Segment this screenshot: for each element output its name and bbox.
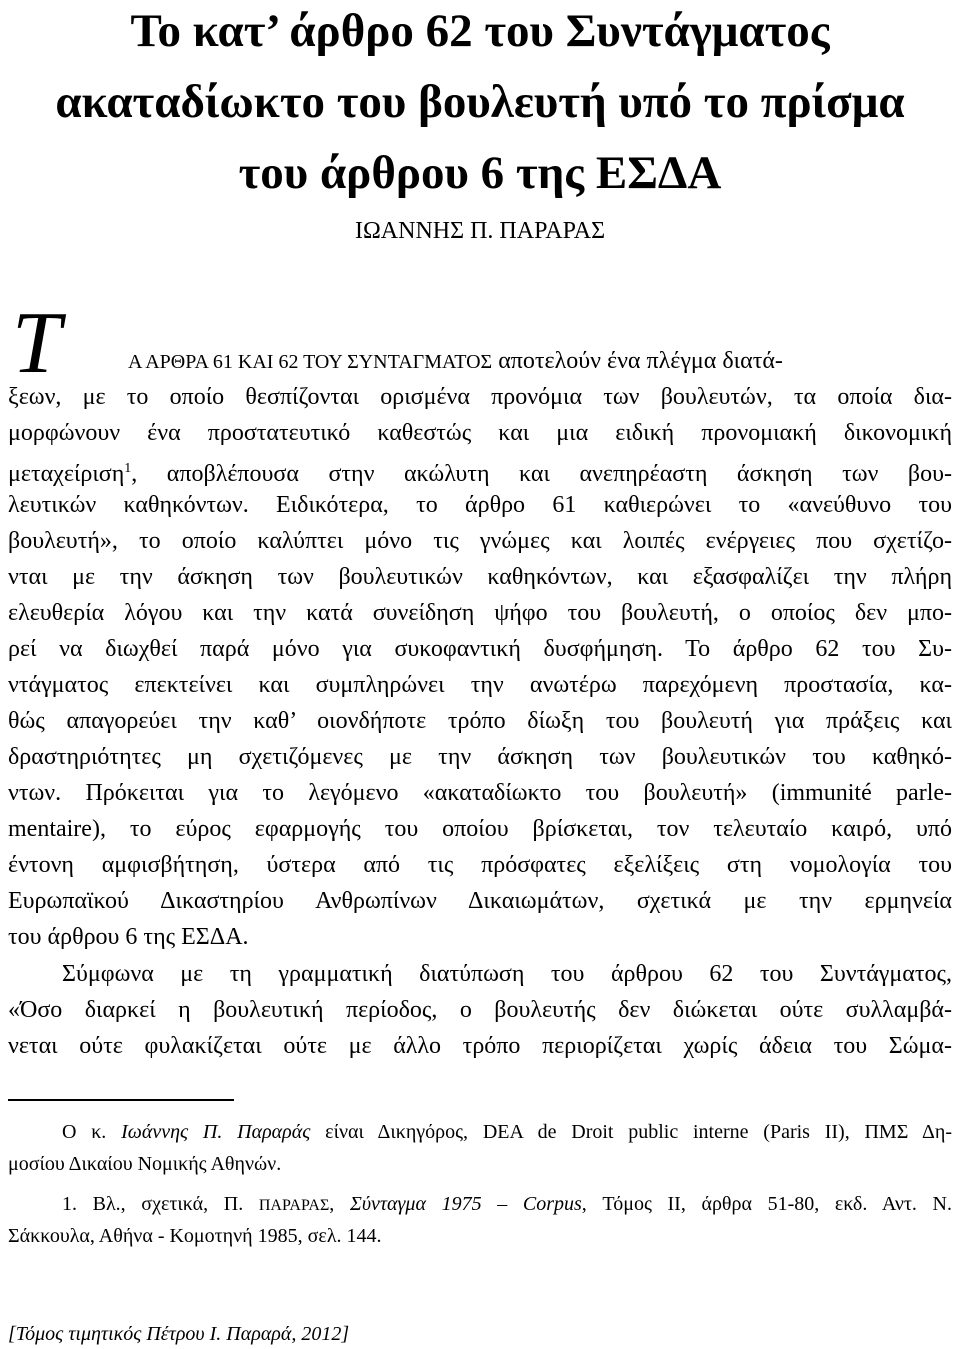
title-line-1: Το κατ’ άρθρο 62 του Συντάγματος	[130, 5, 830, 57]
footnote-1-line-2: Σάκκουλα, Αθήνα - Κομοτηνή 1985, σελ. 144.	[8, 1225, 382, 1247]
body-line-1-rest: αποτελούν ένα πλέγμα διατά-	[492, 348, 783, 374]
body-line-20: νεται ούτε φυλακίζεται ούτε με άλλο τρόπο περιορίζεται χωρίς άδεια του Σώμα-	[8, 1033, 952, 1059]
author-footnote-line-1	[62, 1118, 952, 1146]
body-line-2: ξεων, με το οποίο θεσπίζονται ορισμένα προνόμια των βουλευτών, τα οποία δια-	[8, 384, 952, 410]
body-line-4	[8, 451, 952, 492]
footnote-ref-1: 1	[124, 461, 132, 476]
body-line-5: λευτικών καθηκόντων. Ειδικότερα, το άρθρο 61 καθιερώνει το «ανεύθυνο του	[8, 492, 952, 518]
smallcaps-opening: Α ΑΡΘΡΑ 61 ΚΑΙ 62 ΤΟΥ ΣΥΝΤΑΓΜΑΤΟΣ	[128, 351, 493, 373]
note1-comma: ,	[329, 1193, 350, 1215]
body-line-10: ντάγματος επεκτείνει και συμπληρώνει την ανωτέρω παρεχόμενη προστασία, κα-	[8, 672, 952, 698]
body-line-4-pre: μεταχείριση	[8, 461, 125, 487]
body-line-17: του άρθρου 6 της ΕΣΔΑ.	[8, 924, 249, 950]
author-note-pre: Ο κ.	[62, 1121, 122, 1143]
body-line-12: δραστηριότητες μη σχετιζόμενες με την άσκηση των βουλευτικών του καθηκό-	[8, 744, 952, 770]
body-line-15: έντονη αμφισβήτηση, ύστερα από τις πρόσφατες εξελίξεις στη νομολογία του	[8, 852, 952, 878]
note1-author: ΠΑΡΑΡΑΣ	[258, 1197, 330, 1214]
author-note-name: Ιωάννης Π. Παραράς	[121, 1121, 311, 1143]
note1-post: , Τόμος ΙΙ, άρθρα 51-80, εκδ. Αντ. Ν.	[581, 1193, 952, 1215]
body-line-6: βουλευτή», το οποίο καλύπτει μόνο τις γνώμες και λοιπές ενέργειες που σχετίζο-	[8, 528, 952, 554]
note1-pre: 1. Βλ., σχετικά, Π.	[62, 1193, 259, 1215]
body-line-7: νται με την άσκηση των βουλευτικών καθηκόντων, και εξασφαλίζει την πλήρη	[8, 564, 952, 590]
volume-footer: [Τόμος τιμητικός Πέτρου Ι. Παραρά, 2012]	[8, 1323, 350, 1345]
author-note-post: είναι Δικηγόρος, DEA de Droit public interne (Paris II), ΠΜΣ Δη-	[310, 1121, 953, 1143]
body-line-9: ρεί να διωχθεί παρά μόνο για συκοφαντική δυσφήμηση. Το άρθρο 62 του Συ-	[8, 636, 952, 662]
footnote-separator	[8, 1099, 234, 1101]
body-line-11: θώς απαγορεύει την καθ’ οιονδήποτε τρόπο δίωξη του βουλευτή για πράξεις και	[8, 708, 952, 734]
body-line-14: mentaire), το εύρος εφαρμογής του οποίου βρίσκεται, τον τελευταίο καιρό, υπό	[8, 816, 952, 842]
body-line-1	[128, 343, 783, 380]
footnote-1-line-1	[62, 1190, 952, 1220]
author-name: ΙΩΑΝΝΗΣ Π. ΠΑΡΑΡΑΣ	[354, 218, 606, 244]
author-footnote-line-2: μοσίου Δικαίου Νομικής Αθηνών.	[8, 1153, 282, 1175]
body-line-8: ελευθερία λόγου και την κατά συνείδηση ψήφο του βουλευτή, ο οποίος δεν μπο-	[8, 600, 952, 626]
note1-book: Σύνταγμα 1975 – Corpus	[349, 1193, 582, 1215]
body-line-13: ντων. Πρόκειται για το λεγόμενο «ακαταδίωκτο του βουλευτή» (immunité parle-	[8, 780, 952, 806]
article-title-block	[0, 0, 960, 209]
body-line-4-post: , αποβλέπουσα στην ακώλυτη και ανεπηρέαστη άσκηση των βου-	[131, 461, 952, 487]
body-line-19: «Όσο διαρκεί η βουλευτική περίοδος, ο βουλευτής δεν διώκεται ούτε συλλαμβά-	[8, 997, 952, 1023]
drop-cap: Τ	[12, 295, 61, 392]
title-line-2: ακαταδίωκτο του βουλευτή υπό το πρίσμα	[55, 76, 905, 128]
body-line-3: μορφώνουν ένα προστατευτικό καθεστώς και μια ειδική προνομιακή δικονομική	[8, 420, 952, 446]
body-line-18: Σύμφωνα με τη γραμματική διατύπωση του άρθρου 62 του Συντάγματος,	[62, 961, 952, 987]
title-line-3: του άρθρου 6 της ΕΣΔΑ	[238, 147, 722, 199]
body-line-16: Ευρωπαϊκού Δικαστηρίου Ανθρωπίνων Δικαιωμάτων, σχετικά με την ερμηνεία	[8, 888, 952, 914]
